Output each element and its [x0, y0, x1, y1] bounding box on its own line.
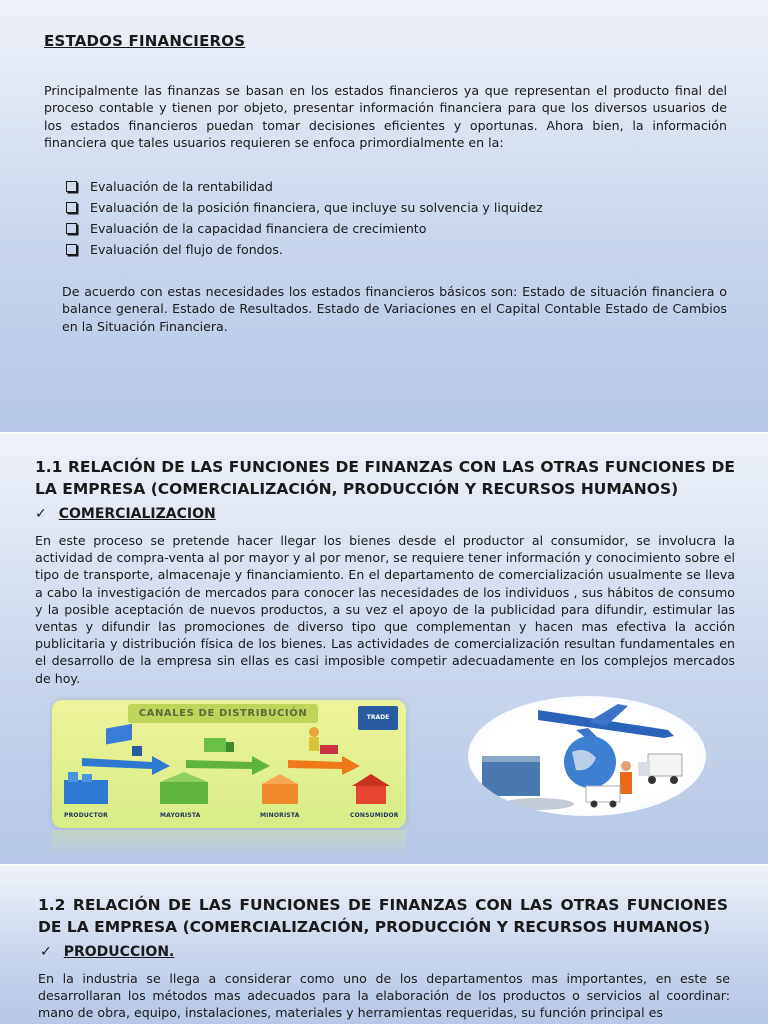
distribution-flow-graphic	[52, 700, 406, 828]
channel-label-minorista: MINORISTA	[260, 812, 300, 819]
distribution-channels-image	[52, 700, 406, 828]
checkbox-icon	[66, 202, 77, 213]
intro-paragraph: Principalmente las finanzas se basan en los estados financieros ya que representan el producto final del proceso contable y tienen por objeto, presentar información financiera para que los diversos usuarios de los estados financieros puedan tomar decisiones eficientes y oportunas. Ahora bien, la información financiera que tales usuarios requieren se enfoca primordialmente en la:	[44, 83, 727, 151]
channel-label-consumidor: CONSUMIDOR	[350, 812, 399, 819]
comercializacion-paragraph: En este proceso se pretende hacer llegar los bienes desde el productor al consumidor, se involucra la actividad de compra-venta al por mayor y al por menor, se requiere tener información y conocimiento sobre el tipo de transporte, almacenaje y financiamiento. En el departamento de comercialización usualmente se lleva a cabo la investigación de mercados para conocer las necesidades de los individuos , sus hábitos de consumo y la posible aceptación de nuevos productos, a su vez el apoyo de la publicidad para difundir, estimular las ventas y difundir las promociones de diverso tipo que complementan y hacen mas efectiva la acción publicitaria y distribución física de los bienes. Las actividades de comercialización resultan fundamentales en el desarrollo de la empresa sin ellas es casi imposible competir adecuadamente en los complejos mercados de hoy.	[35, 533, 735, 686]
checklist-item: Evaluación del flujo de fondos.	[66, 239, 543, 260]
house-icon	[352, 774, 390, 804]
checkmark-icon: ✓	[35, 506, 47, 522]
section-heading: 1.2 RELACIÓN DE LAS FUNCIONES DE FINANZAS CON LAS OTRAS FUNCIONES DE LA EMPRESA (COMERCIALIZACIÓN, PRODUCCIÓN Y RECURSOS HUMANOS)	[38, 896, 728, 936]
slide-estados-financieros	[0, 0, 768, 432]
truck-icon	[204, 738, 234, 752]
checkbox-icon	[66, 244, 77, 255]
truck-icon	[638, 754, 682, 784]
slide-comercializacion	[0, 434, 768, 864]
checkmark-icon: ✓	[40, 944, 52, 960]
image-reflection	[52, 830, 406, 856]
worker-icon	[620, 761, 632, 794]
warehouse-icon	[160, 772, 208, 804]
factory-icon	[64, 772, 108, 804]
airplane-icon	[538, 704, 674, 746]
checkbox-icon	[66, 181, 77, 192]
produccion-paragraph: En la industria se llega a considerar como uno de los departamentos mas importantes, en este se desarrollaran los métodos mas adecuados para la elaboración de los productos o servicios al coordinar: mano de obra, equipo, instalaciones, materiales y herramientas requeridas, su función principal es	[38, 971, 730, 1021]
worker-cart-icon	[309, 727, 338, 754]
slide-title: ESTADOS FINANCIEROS	[44, 32, 246, 50]
arrow-icon	[288, 756, 360, 775]
subsection-label: COMERCIALIZACION	[58, 506, 216, 522]
trade-badge: TRADE	[358, 706, 398, 730]
store-icon	[262, 774, 298, 804]
arrow-icon	[82, 756, 170, 775]
checklist-item: Evaluación de la posición financiera, que incluye su solvencia y liquidez	[66, 197, 543, 218]
logistics-collage-graphic	[468, 696, 706, 816]
arrow-icon	[186, 756, 270, 775]
basic-statements-paragraph: De acuerdo con estas necesidades los estados financieros básicos son: Estado de situación financiera o balance general. Estado de Resultados. Estado de Variaciones en el Capital Contable Estado de Cambios en la Situación Financiera.	[62, 284, 727, 334]
subsection-heading	[40, 944, 174, 960]
checklist-item: Evaluación de la capacidad financiera de crecimiento	[66, 218, 543, 239]
evaluation-checklist	[66, 176, 543, 260]
channel-label-productor: PRODUCTOR	[64, 812, 108, 819]
building-icon	[482, 756, 540, 796]
checklist-item: Evaluación de la rentabilidad	[66, 176, 543, 197]
subsection-heading	[35, 506, 216, 522]
checkbox-icon	[66, 223, 77, 234]
distribution-channels-title: CANALES DE DISTRIBUCIÓN	[128, 704, 318, 723]
truck-icon	[106, 724, 142, 756]
slide-produccion	[0, 866, 768, 1024]
logistics-collage-image	[468, 696, 706, 816]
channel-label-mayorista: MAYORISTA	[160, 812, 201, 819]
section-heading: 1.1 RELACIÓN DE LAS FUNCIONES DE FINANZAS CON LAS OTRAS FUNCIONES DE LA EMPRESA (COMERCIALIZACIÓN, PRODUCCIÓN Y RECURSOS HUMANOS)	[35, 458, 735, 498]
van-icon	[586, 786, 620, 808]
subsection-label: PRODUCCION.	[63, 944, 175, 960]
globe-icon	[564, 736, 616, 788]
